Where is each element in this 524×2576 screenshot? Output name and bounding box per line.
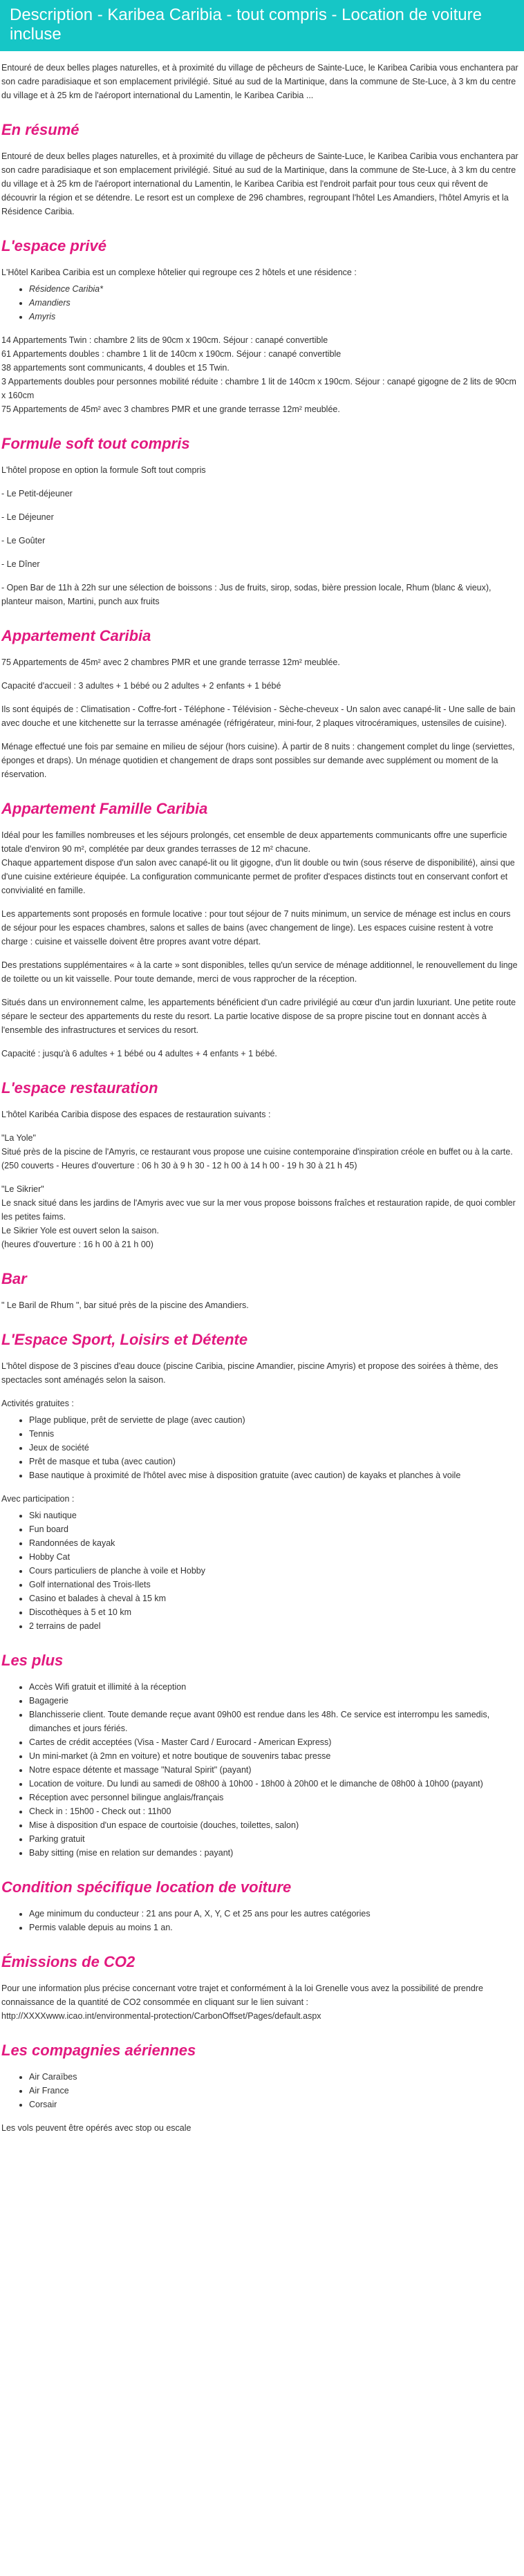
prive-line: 61 Appartements doubles : chambre 1 lit de 140cm x 190cm. Séjour : canapé convertible: [1, 349, 341, 359]
prive-heading: L'espace privé: [1, 237, 106, 254]
soft-meal: - Le Dîner: [1, 559, 40, 569]
list-item: • Ski nautique: [29, 1509, 518, 1522]
appartement-heading: Appartement Caribia: [1, 627, 151, 644]
restaurant-line: Situé près de la piscine de l'Amyris, ce restaurant vous propose une cuisine contemporaine d'inspiration créole en buffet ou à la carte.: [1, 1147, 513, 1157]
restaurant-sikrier: [1, 1182, 518, 1251]
sport-participation-list: [1, 1509, 518, 1633]
list-item: • Cours particuliers de planche à voile et Hobby: [29, 1564, 518, 1578]
co2-description: Pour une information plus précise concernant votre trajet et conformément à la loi Grenelle vous avez la possibilité de prendre connaissance de la quantité de CO2 consommée en cliquant sur le lien suivant :: [1, 1984, 483, 2007]
list-item: • Golf international des Trois-Ilets: [29, 1578, 518, 1592]
list-item: • Tennis: [29, 1427, 518, 1441]
appartement-line: Capacité d'accueil : 3 adultes + 1 bébé ou 2 adultes + 2 enfants + 1 bébé: [1, 681, 281, 691]
prive-line: 3 Appartements doubles pour personnes mobilité réduite : chambre 1 lit de 140cm x 190cm. Séjour : canapé gigogne de 2 lits de 90cm x 160cm: [1, 377, 516, 400]
restaurant-line: (heures d'ouverture : 16 h 00 à 21 h 00): [1, 1240, 153, 1249]
soft-intro: L'hôtel propose en option la formule Soft tout compris: [1, 465, 206, 475]
prive-list: [1, 282, 518, 324]
list-item: • Mise à disposition d'un espace de courtoisie (douches, toilettes, salon): [29, 1818, 518, 1832]
restaurant-line: (250 couverts - Heures d'ouverture : 06 h 30 à 9 h 30 - 12 h 00 à 14 h 00 - 19 h 30 à 21 h 45): [1, 1161, 357, 1170]
list-item: • Un mini-market (à 2mn en voiture) et notre boutique de souvenirs tabac presse: [29, 1749, 518, 1763]
bar-heading: Bar: [1, 1270, 27, 1287]
compagnies-note: Les vols peuvent être opérés avec stop ou escale: [1, 2123, 191, 2133]
restauration-intro: L'hôtel Karibéa Caribia dispose des espaces de restauration suivants :: [1, 1110, 271, 1119]
plus-heading: Les plus: [1, 1652, 64, 1669]
list-item: • Amandiers: [29, 296, 518, 310]
condition-list: [1, 1907, 518, 1934]
list-item: • Base nautique à proximité de l'hôtel avec mise à disposition gratuite (avec caution) de kayaks et planches à voile: [29, 1468, 518, 1482]
intro-text: Entouré de deux belles plages naturelles, et à proximité du village de pêcheurs de Sainte-Luce, le Karibea Caribia vous enchantera par son cadre paradisiaque et son emplacement privilégié. Situé au sud de la Martinique, dans la commune de Ste-Luce, à 3 km du centre du village et à 25 km de l'aéroport international du Lamentin, le Karibea Caribia ...: [1, 63, 518, 100]
list-item: • Bagagerie: [29, 1694, 518, 1708]
list-item: • Amyris: [29, 310, 518, 324]
list-item: • 2 terrains de padel: [29, 1619, 518, 1633]
page-title: Description - Karibea Caribia - tout compris - Location de voiture incluse: [0, 0, 524, 51]
compagnies-list: [1, 2070, 518, 2111]
sport-gratuites-label: Activités gratuites :: [1, 1399, 74, 1408]
list-item: • Blanchisserie client. Toute demande reçue avant 09h00 est rendue dans les 48h. Ce service est interrompu les samedis, dimanches et jours fériés.: [29, 1708, 518, 1735]
list-item: • Discothèques à 5 et 10 km: [29, 1605, 518, 1619]
list-item: • Location de voiture. Du lundi au samedi de 08h00 à 10h00 - 18h00 à 20h00 et le dimanche de 08h00 à 10h00 (payant): [29, 1777, 518, 1791]
co2-heading: Émissions de CO2: [1, 1953, 135, 1970]
list-item: • Jeux de société: [29, 1441, 518, 1455]
co2-link[interactable]: http://XXXXwww.icao.int/environmental-protection/CarbonOffset/Pages/default.aspx: [1, 2011, 321, 2021]
list-item: • Hobby Cat: [29, 1550, 518, 1564]
list-item: • Corsair: [29, 2098, 518, 2111]
list-item: • Air France: [29, 2084, 518, 2098]
famille-paragraph: Idéal pour les familles nombreuses et les séjours prolongés, cet ensemble de deux appartements communicants offre une superficie totale d'environ 90 m², complétée par deux grandes terrasses de 12 m² chacune. Chaque appartement dispose d'un salon avec canapé-lit ou lit gigogne, d'un lit double ou twin (sous réserve de disponibilité), ainsi que d'une cuisine extérieure équipée. La configuration communicante permet de profiter d'espaces distincts tout en conservant confort et convivialité en famille.: [1, 830, 515, 895]
sport-participation-label: Avec participation :: [1, 1494, 75, 1504]
list-item: • Age minimum du conducteur : 21 ans pour A, X, Y, C et 25 ans pour les autres catégories: [29, 1907, 518, 1921]
list-item: • Plage publique, prêt de serviette de plage (avec caution): [29, 1413, 518, 1427]
list-item: • Réception avec personnel bilingue anglais/français: [29, 1791, 518, 1804]
list-item: • Notre espace détente et massage "Natural Spirit" (payant): [29, 1763, 518, 1777]
famille-paragraph: Des prestations supplémentaires « à la carte » sont disponibles, telles qu'un service de ménage additionnel, le renouvellement du linge de toilette ou un kit vaisselle. Pour toute demande, merci de vous rapprocher de la réception.: [1, 960, 518, 984]
famille-paragraph: Les appartements sont proposés en formule locative : pour tout séjour de 7 nuits minimum, un service de ménage est inclus en cours de séjour pour les espaces chambres, salons et salles de bains (avec changement de linge). Les espaces cuisine restent à votre charge : cuisine et vaisselle doivent être propres avant votre départ.: [1, 909, 511, 946]
co2-text: [1, 1981, 518, 2023]
prive-intro: L'Hôtel Karibea Caribia est un complexe hôtelier qui regroupe ces 2 hôtels et une résidence :: [1, 268, 357, 277]
restauration-heading: L'espace restauration: [1, 1079, 158, 1096]
restaurant-title: "La Yole": [1, 1133, 36, 1143]
sport-intro: L'hôtel dispose de 3 piscines d'eau douce (piscine Caribia, piscine Amandier, piscine Amyris) et propose des soirées à thème, des spectacles sont aménagés selon la saison.: [1, 1361, 498, 1385]
list-item: • Fun board: [29, 1522, 518, 1536]
restaurant-line: Le snack situé dans les jardins de l'Amyris avec vue sur la mer vous propose boissons fraîches et restauration rapide, de quoi combler les petites faims.: [1, 1198, 516, 1222]
soft-meal: - Le Petit-déjeuner: [1, 489, 73, 498]
appartement-line: Ils sont équipés de : Climatisation - Coffre-fort - Téléphone - Télévision - Sèche-cheveux - Un salon avec canapé-lit - Une salle de bain avec douche et une kitchenette sur la terrasse aménagée (réfrigérateur, mini-four, 2 plaques vitrocéramiques, ustensiles de cuisine).: [1, 704, 516, 728]
resume-heading: En résumé: [1, 121, 79, 138]
sport-heading: L'Espace Sport, Loisirs et Détente: [1, 1331, 248, 1348]
plus-list: [1, 1680, 518, 1860]
appartement-line: 75 Appartements de 45m² avec 2 chambres PMR et une grande terrasse 12m² meublée.: [1, 657, 340, 667]
restaurant-yole: [1, 1131, 518, 1173]
soft-meal: - Le Déjeuner: [1, 512, 54, 522]
condition-heading: Condition spécifique location de voiture: [1, 1878, 292, 1896]
list-item: • Baby sitting (mise en relation sur demandes : payant): [29, 1846, 518, 1860]
list-item: • Accès Wifi gratuit et illimité à la réception: [29, 1680, 518, 1694]
appartement-line: Ménage effectué une fois par semaine en milieu de séjour (hors cuisine). À partir de 8 nuits : changement complet du linge (serviettes, éponges et draps). Un ménage quotidien et changement de draps sont possibles sur demande avec supplément ou moment de la réservation.: [1, 742, 515, 779]
list-item: • Air Caraïbes: [29, 2070, 518, 2084]
list-item: • Randonnées de kayak: [29, 1536, 518, 1550]
restaurant-title: "Le Sikrier": [1, 1184, 44, 1194]
prive-details: [1, 333, 518, 416]
list-item: • Résidence Caribia*: [29, 282, 518, 296]
list-item: • Casino et balades à cheval à 15 km: [29, 1592, 518, 1605]
list-item: • Prêt de masque et tuba (avec caution): [29, 1455, 518, 1468]
soft-heading: Formule soft tout compris: [1, 435, 190, 452]
soft-meal: - Le Goûter: [1, 536, 46, 545]
prive-line: 14 Appartements Twin : chambre 2 lits de 90cm x 190cm. Séjour : canapé convertible: [1, 335, 328, 345]
list-item: • Cartes de crédit acceptées (Visa - Master Card / Eurocard - American Express): [29, 1735, 518, 1749]
bar-text: " Le Baril de Rhum ", bar situé près de la piscine des Amandiers.: [1, 1300, 249, 1310]
sport-gratuites-list: [1, 1413, 518, 1482]
prive-line: 75 Appartements de 45m² avec 3 chambres PMR et une grande terrasse 12m² meublée.: [1, 404, 340, 414]
list-item: • Parking gratuit: [29, 1832, 518, 1846]
list-item: • Check in : 15h00 - Check out : 11h00: [29, 1804, 518, 1818]
compagnies-heading: Les compagnies aériennes: [1, 2042, 196, 2059]
list-item: • Permis valable depuis au moins 1 an.: [29, 1921, 518, 1934]
famille-heading: Appartement Famille Caribia: [1, 800, 208, 817]
content: [0, 61, 524, 2158]
resume-text: Entouré de deux belles plages naturelles, et à proximité du village de pêcheurs de Sainte-Luce, le Karibea Caribia vous enchantera par son cadre paradisiaque et son emplacement privilégié. Situé au sud de la Martinique, dans la commune de Ste-Luce, à 3 km du centre du village et à 25 km de l'aéroport international du Lamentin, le Karibea Caribia est l'endroit parfait pour tous ceux qui rêvent de découvrir la région et se détendre. Le resort est un complexe de 296 chambres, regroupant l'hôtel Les Amandiers, l'hôtel Amyris et la Résidence Caribia.: [1, 151, 518, 216]
soft-bar: - Open Bar de 11h à 22h sur une sélection de boissons : Jus de fruits, sirop, sodas, bière pression locale, Rhum (blanc & vieux), planteur maison, Martini, punch aux fruits: [1, 583, 492, 606]
famille-paragraph: Situés dans un environnement calme, les appartements bénéficient d'un cadre privilégié au cœur d'un jardin luxuriant. Une petite route sépare le secteur des appartements du reste du resort. La partie locative dispose de sa propre piscine tout en donnant accès à l'ensemble des infrastructures et services du resort.: [1, 998, 516, 1035]
restaurant-line: Le Sikrier Yole est ouvert selon la saison.: [1, 1226, 159, 1235]
prive-line: 38 appartements sont communicants, 4 doubles et 15 Twin.: [1, 363, 230, 373]
famille-paragraph: Capacité : jusqu'à 6 adultes + 1 bébé ou 4 adultes + 4 enfants + 1 bébé.: [1, 1049, 277, 1058]
